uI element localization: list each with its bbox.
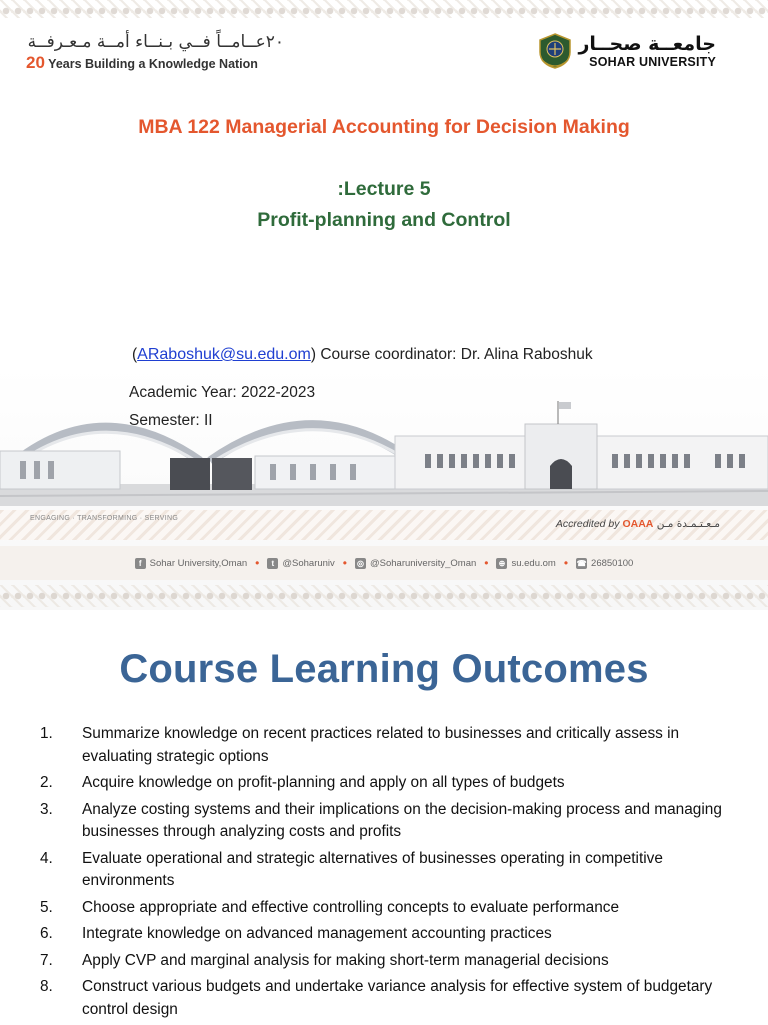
social-facebook-text: Sohar University,Oman bbox=[149, 557, 248, 569]
anniversary-tagline: Years Building a Knowledge Nation bbox=[44, 57, 258, 71]
academic-year: Academic Year: 2022-2023 bbox=[129, 384, 316, 401]
outcome-number: 2. bbox=[40, 774, 53, 791]
outcome-number: 1. bbox=[40, 725, 53, 742]
outcomes-slide bbox=[0, 610, 768, 1024]
list-item bbox=[40, 848, 740, 893]
social-twitter[interactable] bbox=[267, 558, 334, 569]
campus-illustration bbox=[0, 396, 768, 506]
university-name-arabic: جامعــة صحــار bbox=[578, 33, 716, 55]
list-item bbox=[40, 897, 740, 920]
social-website[interactable] bbox=[496, 558, 555, 569]
outcome-number: 6. bbox=[40, 925, 53, 942]
accreditation-arabic: مـعـتـمـدة مـن bbox=[653, 518, 720, 530]
list-item bbox=[40, 976, 740, 1021]
outcome-number: 7. bbox=[40, 951, 53, 969]
decorative-pattern-top bbox=[0, 0, 768, 18]
anniversary-logo bbox=[26, 32, 284, 73]
twitter-icon: t bbox=[267, 558, 278, 569]
university-name: SOHAR UNIVERSITY bbox=[589, 55, 716, 69]
lecture-number: :Lecture 5 bbox=[337, 178, 431, 200]
outcome-text: Analyze costing systems and their implications on the decision-making process and managing businesses through analyzing costs and profits bbox=[82, 800, 722, 840]
outcome-text: Integrate knowledge on advanced management accounting practices bbox=[82, 925, 552, 942]
list-item bbox=[40, 772, 740, 795]
list-item bbox=[40, 723, 740, 768]
coordinator-email-link[interactable]: ARaboshuk@su.edu.om bbox=[137, 346, 311, 363]
outcome-text: Apply CVP and marginal analysis for making short-term managerial decisions bbox=[82, 951, 609, 969]
facebook-icon: f bbox=[135, 558, 146, 569]
course-title: MBA 122 Managerial Accounting for Decision Making bbox=[138, 116, 630, 138]
social-phone[interactable] bbox=[576, 558, 633, 569]
instagram-icon: ◎ bbox=[355, 558, 366, 569]
lecture-topic: Profit-planning and Control bbox=[257, 209, 511, 231]
coordinator-line bbox=[132, 346, 593, 364]
outcome-number: 4. bbox=[40, 849, 53, 867]
outcome-number: 8. bbox=[40, 978, 53, 995]
anniversary-english-text bbox=[26, 53, 284, 73]
phone-icon: ☎ bbox=[576, 558, 587, 568]
accredited-prefix: Accredited by bbox=[555, 518, 623, 530]
outcome-text: Choose appropriate and effective controlling concepts to evaluate performance bbox=[82, 898, 620, 916]
list-item bbox=[40, 923, 740, 946]
globe-icon: ⊕ bbox=[496, 558, 507, 569]
outcome-number: 3. bbox=[40, 800, 53, 818]
university-crest-icon bbox=[537, 32, 573, 70]
separator-dot: • bbox=[484, 556, 489, 570]
university-logo bbox=[537, 32, 716, 70]
social-instagram[interactable] bbox=[355, 558, 476, 569]
separator-dot: • bbox=[342, 556, 347, 570]
accreditation bbox=[556, 518, 720, 530]
accreditation-body: OAAA bbox=[622, 518, 654, 530]
separator-dot: • bbox=[563, 556, 569, 570]
social-twitter-text: @Soharuniv bbox=[282, 557, 335, 569]
list-item bbox=[40, 950, 740, 973]
anniversary-arabic-text: ٢٠عــامــاً فــي بـنــاء أمــة مـعـرفــة bbox=[27, 32, 284, 52]
social-facebook[interactable] bbox=[135, 558, 248, 569]
decorative-pattern-bottom bbox=[0, 585, 768, 607]
paren-close: ) bbox=[310, 346, 317, 363]
paren-open: ( bbox=[132, 346, 138, 363]
social-links-bar bbox=[0, 546, 768, 580]
coordinator-label: Course coordinator: Dr. Alina Raboshuk bbox=[316, 346, 593, 363]
social-website-text: su.edu.om bbox=[511, 557, 556, 569]
outcome-text: Summarize knowledge on recent practices related to businesses and critically assess in evaluating strategic options bbox=[82, 725, 680, 765]
outcome-text: Construct various budgets and undertake variance analysis for effective system of budgetary control design bbox=[82, 978, 713, 1018]
social-instagram-text: @Soharuniversity_Oman bbox=[369, 557, 477, 569]
outcome-text: Acquire knowledge on profit-planning and apply on all types of budgets bbox=[82, 774, 565, 791]
separator-dot: • bbox=[255, 556, 260, 570]
anniversary-number: 20 bbox=[26, 53, 45, 72]
university-tagline: ENGAGING · TRANSFORMING · SERVING bbox=[30, 515, 179, 522]
list-item bbox=[40, 799, 740, 844]
semester: Semester: II bbox=[129, 412, 213, 429]
outcomes-title: Course Learning Outcomes bbox=[119, 647, 649, 691]
outcome-text: Evaluate operational and strategic alternatives of businesses operating in competitive environments bbox=[82, 849, 663, 889]
outcomes-list bbox=[40, 723, 740, 1025]
outcome-number: 5. bbox=[40, 898, 53, 916]
social-phone-text: 26850100 bbox=[591, 557, 634, 569]
